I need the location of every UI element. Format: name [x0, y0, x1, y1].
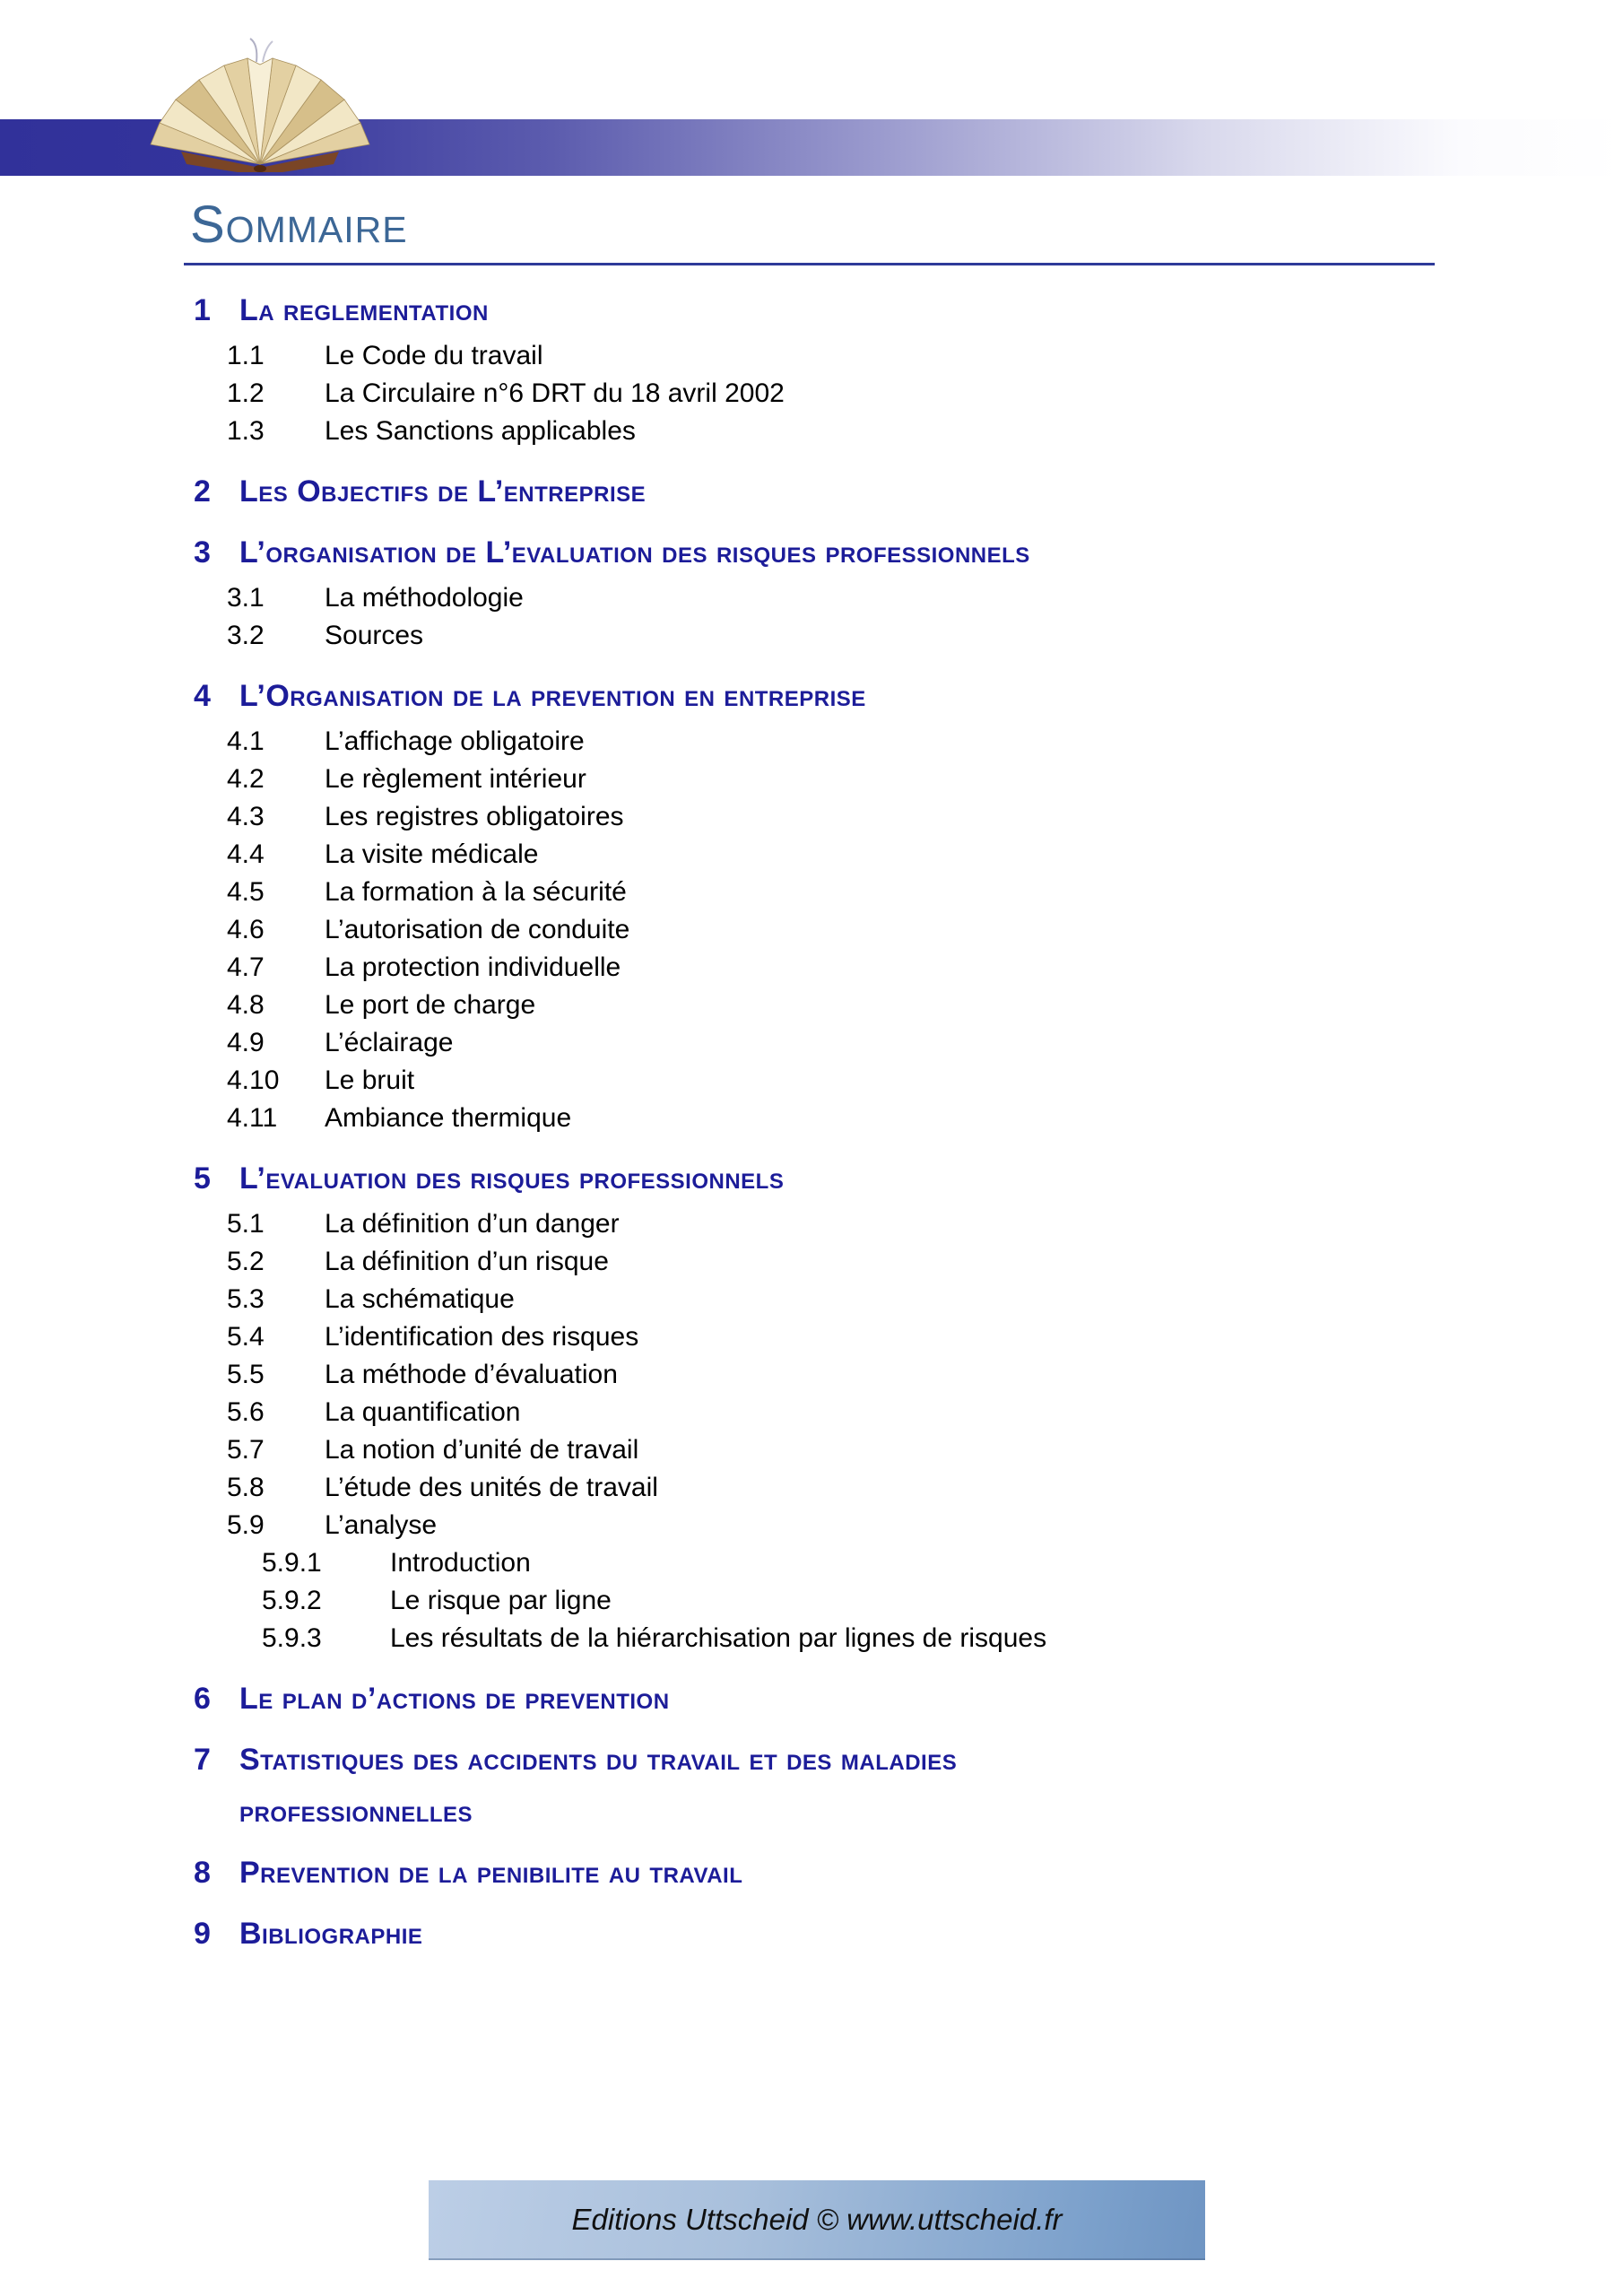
item-label: La Circulaire n°6 DRT du 18 avril 2002	[325, 378, 785, 408]
item-number: 4.11	[227, 1103, 278, 1133]
toc-item-5-4	[0, 1318, 1623, 1356]
toc-item-4-1	[0, 723, 1623, 761]
section-label-line1: Statistiques des accidents du travail et des maladies	[239, 1743, 958, 1777]
section-number: 6	[194, 1682, 212, 1716]
toc-item-4-4	[0, 836, 1623, 874]
toc-item-1-1	[0, 337, 1623, 375]
item-label: Ambiance thermique	[325, 1103, 572, 1133]
book-wire-lines	[250, 39, 273, 62]
item-label: Le Code du travail	[325, 341, 543, 370]
item-label: La schématique	[325, 1284, 515, 1314]
toc-item-4-5	[0, 874, 1623, 911]
item-label: L’analyse	[325, 1510, 438, 1540]
page-title: Sommaire	[190, 196, 408, 254]
item-number: 4.1	[227, 726, 265, 756]
toc-section-4	[0, 676, 1623, 716]
item-label: La protection individuelle	[325, 952, 621, 982]
item-label: La méthode d’évaluation	[325, 1360, 618, 1389]
toc-item-4-6	[0, 911, 1623, 949]
item-number: 4.7	[227, 952, 265, 982]
toc-item-5-9-2	[0, 1582, 1623, 1620]
toc-item-5-9-1	[0, 1544, 1623, 1582]
toc-item-4-9	[0, 1024, 1623, 1062]
item-label: La notion d’unité de travail	[325, 1435, 639, 1465]
section-number: 1	[194, 293, 212, 327]
item-number: 5.2	[227, 1247, 265, 1276]
section-number: 9	[194, 1917, 212, 1951]
section-label	[239, 1740, 1623, 1831]
item-label: La quantification	[325, 1397, 521, 1427]
item-number: 4.5	[227, 877, 265, 907]
item-label: La méthodologie	[325, 583, 524, 613]
item-label: Le règlement intérieur	[325, 764, 586, 794]
item-number: 4.9	[227, 1028, 265, 1057]
section-number: 5	[194, 1161, 212, 1196]
toc-section-7	[0, 1740, 1623, 1831]
item-number: 4.6	[227, 915, 265, 944]
item-number: 5.7	[227, 1435, 265, 1465]
item-number: 1.2	[227, 378, 265, 408]
item-number: 1.1	[227, 341, 265, 370]
toc-item-5-8	[0, 1469, 1623, 1507]
open-book-image	[135, 36, 386, 172]
item-number: 5.9.2	[262, 1586, 322, 1615]
section-number: 4	[194, 679, 212, 713]
toc-section-6	[0, 1679, 1623, 1718]
item-number: 4.4	[227, 839, 265, 869]
section-number: 3	[194, 535, 212, 570]
section-number: 7	[194, 1743, 212, 1777]
item-label: L’affichage obligatoire	[325, 726, 585, 756]
item-number: 5.9.1	[262, 1548, 322, 1578]
item-label: Les résultats de la hiérarchisation par lignes de risques	[390, 1623, 1047, 1653]
toc-item-5-5	[0, 1356, 1623, 1394]
item-label: Les registres obligatoires	[325, 802, 624, 831]
item-label: La définition d’un risque	[325, 1247, 609, 1276]
item-label: Sources	[325, 621, 424, 650]
item-label: Le port de charge	[325, 990, 536, 1020]
book-pages-fan	[151, 58, 369, 164]
footer-text: Editions Uttscheid © www.uttscheid.fr	[571, 2202, 1063, 2236]
toc-item-5-2	[0, 1243, 1623, 1281]
section-number: 8	[194, 1856, 212, 1890]
item-number: 5.4	[227, 1322, 265, 1352]
toc-item-3-2	[0, 617, 1623, 655]
item-number: 5.5	[227, 1360, 265, 1389]
section-label: L’evaluation des risques professionnels	[239, 1161, 785, 1196]
toc-section-9	[0, 1914, 1623, 1953]
item-number: 5.6	[227, 1397, 265, 1427]
title-underline	[184, 263, 1435, 265]
toc-section-2	[0, 472, 1623, 511]
toc-item-5-6	[0, 1394, 1623, 1431]
item-label: L’autorisation de conduite	[325, 915, 630, 944]
item-label: Introduction	[390, 1548, 531, 1578]
item-number: 5.3	[227, 1284, 265, 1314]
item-label: L’étude des unités de travail	[325, 1473, 658, 1502]
toc-section-5	[0, 1159, 1623, 1198]
footer-bar	[429, 2180, 1205, 2260]
toc-section-1	[0, 291, 1623, 330]
section-label: L’organisation de L’evaluation des risques professionnels	[239, 535, 1030, 570]
item-label: Le bruit	[325, 1065, 415, 1095]
item-number: 5.1	[227, 1209, 265, 1239]
section-label: Bibliographie	[239, 1917, 423, 1951]
item-label: Le risque par ligne	[390, 1586, 612, 1615]
item-label: L’éclairage	[325, 1028, 454, 1057]
toc-item-5-1	[0, 1205, 1623, 1243]
section-number: 2	[194, 474, 212, 509]
item-label: La formation à la sécurité	[325, 877, 627, 907]
toc-item-4-8	[0, 987, 1623, 1024]
section-label: Le plan d’actions de prevention	[239, 1682, 670, 1716]
section-label: La reglementation	[239, 293, 489, 327]
section-label: L’Organisation de la prevention en entreprise	[239, 679, 866, 713]
toc-item-1-2	[0, 375, 1623, 413]
item-number: 5.9.3	[262, 1623, 322, 1653]
item-number: 3.1	[227, 583, 265, 613]
toc-section-3	[0, 533, 1623, 572]
toc-item-5-9	[0, 1507, 1623, 1544]
item-number: 4.10	[227, 1065, 280, 1095]
toc-item-5-3	[0, 1281, 1623, 1318]
toc-item-1-3	[0, 413, 1623, 450]
toc-section-8	[0, 1853, 1623, 1892]
toc-item-4-10	[0, 1062, 1623, 1100]
item-number: 4.3	[227, 802, 265, 831]
toc-item-4-11	[0, 1100, 1623, 1137]
toc-item-4-2	[0, 761, 1623, 798]
item-number: 5.9	[227, 1510, 265, 1540]
item-number: 4.8	[227, 990, 265, 1020]
toc-item-5-7	[0, 1431, 1623, 1469]
item-number: 1.3	[227, 416, 265, 446]
item-label: La visite médicale	[325, 839, 539, 869]
toc-item-3-1	[0, 579, 1623, 617]
toc-item-4-7	[0, 949, 1623, 987]
item-label: L’identification des risques	[325, 1322, 639, 1352]
toc-item-5-9-3	[0, 1620, 1623, 1657]
item-label: La définition d’un danger	[325, 1209, 620, 1239]
section-label: Prevention de la penibilite au travail	[239, 1856, 743, 1890]
section-label: Les Objectifs de L’entreprise	[239, 474, 647, 509]
table-of-contents	[0, 269, 1623, 1961]
section-label-line2: professionnelles	[239, 1795, 473, 1829]
item-number: 3.2	[227, 621, 265, 650]
toc-item-4-3	[0, 798, 1623, 836]
item-number: 4.2	[227, 764, 265, 794]
item-label: Les Sanctions applicables	[325, 416, 636, 446]
item-number: 5.8	[227, 1473, 265, 1502]
